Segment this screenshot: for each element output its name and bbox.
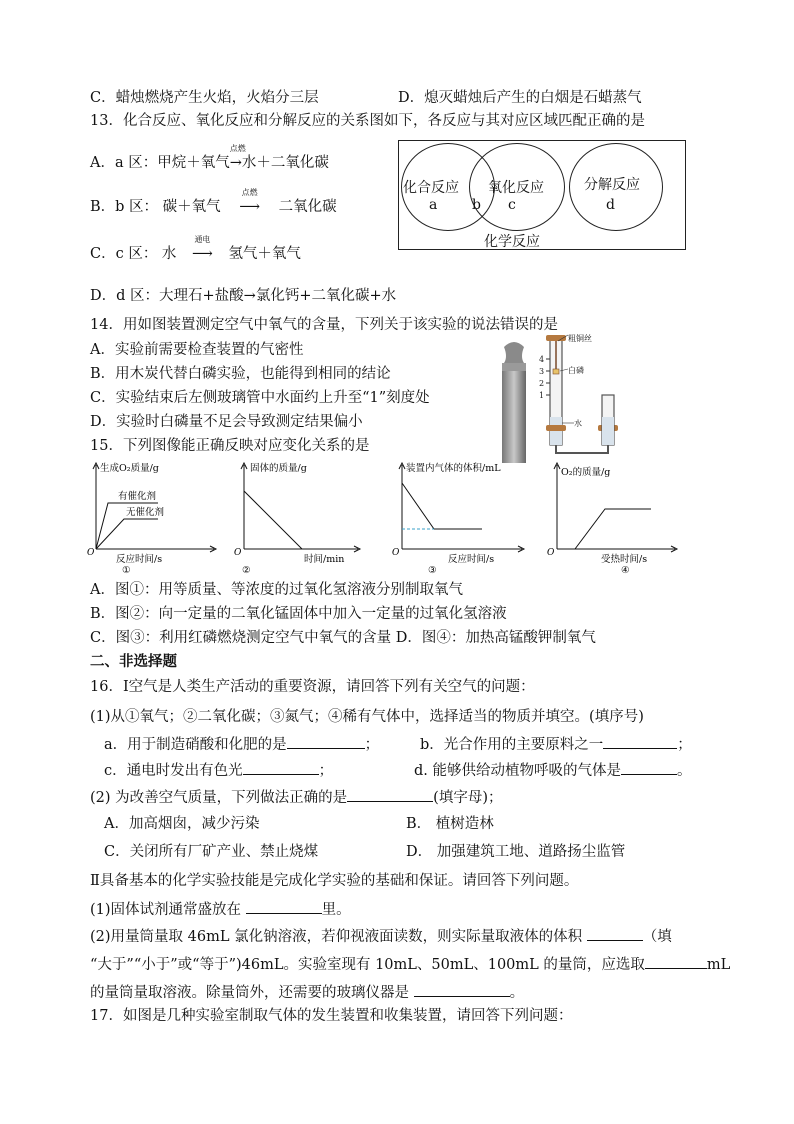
q14-option-d: D．实验时白磷量不足会导致测定结果偏小 bbox=[90, 414, 363, 430]
graph1-ylabel: 生成O₂质量/g bbox=[100, 463, 159, 474]
q16-item-d: d. 能够供给动植物呼吸的气体是 。 bbox=[414, 759, 692, 781]
q16-item-c: c．通电时发出有色光 ； bbox=[104, 759, 333, 781]
graph4-xlabel: 受热时间/s bbox=[601, 554, 648, 565]
graph1-origin: O bbox=[87, 548, 95, 558]
answer-blank-cylinder-size[interactable] bbox=[645, 953, 707, 969]
answer-blank-p2[interactable] bbox=[347, 786, 433, 802]
scale-mark-2: 2 bbox=[539, 379, 545, 388]
q14-option-a: A．实验前需要检查装置的气密性 bbox=[90, 342, 304, 358]
heater-stand bbox=[502, 371, 526, 463]
venn-label-oxidation: 氧化反应 bbox=[488, 180, 544, 196]
graph2-xlabel: 时间/min bbox=[304, 554, 345, 565]
q16-part1: (1)从①氧气；②二氧化碳；③氮气；④稀有气体中，选择适当的物质并填空。(填序号) bbox=[90, 709, 644, 725]
venn-caption: 化学反应 bbox=[484, 234, 540, 250]
answer-blank-d[interactable] bbox=[621, 759, 677, 775]
q16-choice-d: D． 加强建筑工地、道路扬尘监管 bbox=[406, 844, 626, 860]
flame-holder-icon bbox=[504, 342, 524, 363]
answer-blank-b[interactable] bbox=[603, 733, 677, 749]
answer-blank-c[interactable] bbox=[243, 759, 319, 775]
graph4-series bbox=[575, 509, 651, 549]
q16-choice-c: C．关闭所有厂矿产业、禁止烧煤 bbox=[104, 844, 319, 860]
graph3-xlabel: 反应时间/s bbox=[448, 554, 495, 565]
answer-blank-container[interactable] bbox=[246, 898, 322, 914]
scale-mark-3: 3 bbox=[539, 367, 545, 376]
q13-a-condition: 点燃 bbox=[229, 144, 246, 153]
graph4-ylabel: O₂的质量/g bbox=[561, 467, 611, 478]
graph-3 bbox=[390, 459, 530, 574]
graph1-legend-catalyst: 有催化剂 bbox=[118, 491, 157, 502]
q16-ii-2c: 的量筒量取溶液。除量筒外，还需要的玻璃仪器是 。 bbox=[90, 981, 524, 1003]
q13-option-d: D．d 区：大理石+盐酸→氯化钙+二氧化碳+水 bbox=[90, 288, 397, 304]
q16-choice-b: B． 植树造林 bbox=[406, 816, 494, 832]
q16-ii-1: (1)固体试剂通常盛放在 里。 bbox=[90, 898, 351, 920]
q12-option-d: D．熄灭蜡烛后产生的白烟是石蜡蒸气 bbox=[398, 90, 642, 106]
q13-stem: 13．化合反应、氧化反应和分解反应的关系图如下，各反应与其对应区域匹配正确的是 bbox=[90, 113, 645, 129]
q15-option-c-d: C．图③：利用红磷燃烧测定空气中氧气的含量 D．图④：加热高锰酸钾制氧气 bbox=[90, 630, 596, 646]
q15-stem: 15．下列图像能正确反映对应变化关系的是 bbox=[90, 438, 370, 454]
q14-option-b: B．用木炭代替白磷实验，也能得到相同的结论 bbox=[90, 366, 391, 382]
graph-1 bbox=[86, 459, 226, 574]
scale-mark-1: 1 bbox=[539, 391, 545, 400]
q16-part-ii: Ⅱ具备基本的化学实验技能是完成化学实验的基础和保证。请回答下列问题。 bbox=[90, 873, 579, 889]
label-copper-wire: 粗铜丝 bbox=[568, 334, 592, 343]
q13-option-a: A．a 区：甲烷＋氧气 点燃 →水＋二氧化碳 bbox=[90, 144, 329, 171]
q16-item-a: a．用于制造硝酸和化肥的是 ； bbox=[104, 733, 379, 755]
graph1-series-no-catalyst bbox=[96, 519, 158, 549]
graph2-series bbox=[244, 491, 302, 549]
venn-region-c: c bbox=[508, 197, 516, 213]
q14-option-c: C．实验结束后左侧玻璃管中水面约上升至“1”刻度处 bbox=[90, 390, 430, 406]
graph4-number: ④ bbox=[621, 565, 630, 574]
answer-blank-volume[interactable] bbox=[587, 925, 643, 941]
graph3-ylabel: 装置内气体的体积/mL bbox=[406, 463, 501, 474]
graph-4 bbox=[545, 459, 685, 574]
graph1-xlabel: 反应时间/s bbox=[116, 554, 163, 565]
graph2-origin: O bbox=[234, 548, 242, 558]
q12-option-c: C．蜡烛燃烧产生火焰，火焰分三层 bbox=[90, 90, 319, 106]
label-water: 水 bbox=[574, 419, 582, 428]
q17-stem: 17．如图是几种实验室制取气体的发生装置和收集装置，请回答下列问题： bbox=[90, 1008, 573, 1024]
graph1-number: ① bbox=[122, 565, 131, 574]
q13-c-condition: 通电 bbox=[194, 235, 211, 244]
venn-label-decomposition: 分解反应 bbox=[584, 177, 640, 193]
graph4-origin: O bbox=[547, 548, 555, 558]
q15-option-b: B．图②：向一定量的二氧化锰固体中加入一定量的过氧化氢溶液 bbox=[90, 606, 507, 622]
graph3-number: ③ bbox=[428, 565, 437, 574]
q15-option-a: A．图①：用等质量、等浓度的过氧化氢溶液分别制取氧气 bbox=[90, 582, 463, 598]
q16-choice-a: A．加高烟囱，减少污染 bbox=[104, 816, 260, 832]
q16-ii-2b: “大于”“小于”或“等于”)46mL。实验室现有 10mL、50mL、100mL 的量筒，应选取 mL bbox=[90, 953, 730, 975]
q16-part2: (2) 为改善空气质量，下列做法正确的是 (填字母)； bbox=[90, 786, 502, 808]
graph1-legend-no-catalyst: 无催化剂 bbox=[126, 507, 165, 518]
section-title-non-choice: 二、非选择题 bbox=[90, 653, 177, 670]
q16-stem: 16．Ⅰ空气是人类生产活动的重要资源，请回答下列有关空气的问题： bbox=[90, 679, 535, 695]
venn-region-d: d bbox=[606, 197, 615, 213]
graph-2 bbox=[228, 459, 368, 574]
graph3-origin: O bbox=[392, 548, 400, 558]
q14-stem: 14．用如图装置测定空气中氧气的含量，下列关于该实验的说法错误的是 bbox=[90, 317, 558, 333]
answer-blank-a[interactable] bbox=[287, 733, 365, 749]
label-white-phosphorus: 白磷 bbox=[568, 366, 584, 375]
q13-option-c: C．c 区： 水 通电 ⟶ 氢气＋氧气 bbox=[90, 235, 301, 262]
reaction-venn-diagram bbox=[398, 140, 686, 250]
scale-mark-4: 4 bbox=[539, 355, 545, 364]
q16-ii-2a: (2)用量筒量取 46mL 氯化钠溶液，若仰视液面读数，则实际量取液体的体积 （填 bbox=[90, 925, 672, 947]
graph2-ylabel: 固体的质量/g bbox=[250, 463, 307, 474]
venn-label-combination: 化合反应 bbox=[403, 180, 459, 196]
answer-blank-glassware[interactable] bbox=[414, 981, 510, 997]
q13-b-condition: 点燃 bbox=[241, 188, 258, 197]
oxygen-measurement-apparatus bbox=[490, 333, 630, 465]
graph3-series bbox=[402, 483, 482, 529]
q16-item-b: b．光合作用的主要原料之一 ； bbox=[420, 733, 692, 755]
venn-region-b: b bbox=[472, 197, 481, 213]
venn-region-a: a bbox=[429, 197, 438, 213]
q13-option-b: B．b 区： 碳＋氧气 点燃 ⟶ 二氧化碳 bbox=[90, 188, 337, 215]
graph2-number: ② bbox=[242, 565, 251, 574]
